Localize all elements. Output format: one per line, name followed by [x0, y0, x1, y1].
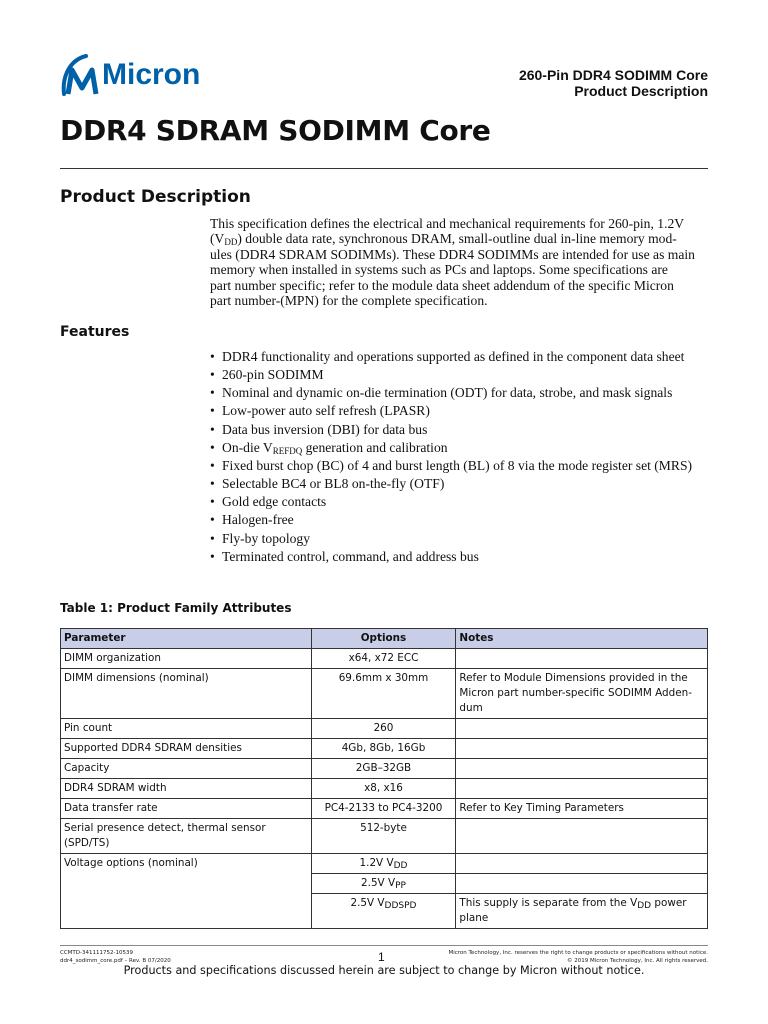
- feature-text: DDR4 functionality and operations supported as defined in the component data sheet: [222, 349, 685, 364]
- section-heading-features: Features: [60, 324, 130, 340]
- header-line-2: Product Description: [574, 83, 708, 99]
- cell-parameter: Data transfer rate: [61, 799, 312, 819]
- column-header-parameter: Parameter: [61, 629, 312, 649]
- feature-text: Selectable BC4 or BL8 on-the-fly (OTF): [222, 476, 445, 492]
- document-title: DDR4 SDRAM SODIMM Core: [60, 114, 491, 147]
- intro-line: part number-(MPN) for the complete specification.: [210, 293, 488, 309]
- table-row: [61, 649, 708, 669]
- table-row: [61, 799, 708, 819]
- cell-notes: [456, 759, 708, 779]
- bullet-icon: •: [210, 512, 215, 528]
- table-row: [61, 669, 708, 719]
- intro-line: memory when installed in systems such as PCs and laptops. Some specifications are: [210, 262, 668, 278]
- column-header-notes: Notes: [456, 629, 708, 649]
- micron-logo: [60, 50, 210, 98]
- bottom-notice: Products and specifications discussed herein are subject to change by Micron without notice.: [123, 964, 645, 977]
- feature-item: [210, 531, 710, 546]
- table-row: [61, 759, 708, 779]
- cell-notes: [456, 719, 708, 739]
- option-text: 2.5V V: [361, 877, 396, 889]
- cell-options: x64, x72 ECC: [311, 649, 456, 669]
- cell-parameter: DDR4 SDRAM width: [61, 779, 312, 799]
- table-header-row: [61, 629, 708, 649]
- feature-text: Low-power auto self refresh (LPASR): [222, 403, 430, 419]
- intro-line: part number specific; refer to the module data sheet addendum of the specific Micron: [210, 277, 674, 293]
- feature-item: [210, 458, 710, 473]
- table-row: [61, 779, 708, 799]
- cell-parameter: DIMM organization: [61, 649, 312, 669]
- feature-text: Data bus inversion (DBI) for data bus: [222, 421, 428, 437]
- cell-parameter: Capacity: [61, 759, 312, 779]
- feature-item: [210, 512, 710, 527]
- bullet-icon: •: [210, 476, 215, 492]
- bullet-icon: •: [210, 349, 215, 364]
- cell-options: [311, 874, 456, 894]
- intro-text: ) double data rate, synchronous DRAM, small-outline dual in-line memory mod-: [237, 231, 677, 247]
- section-heading-product-description: Product Description: [60, 187, 251, 207]
- intro-line: ules (DDR4 SDRAM SODIMMs). These DDR4 SODIMMs are intended for use as main: [210, 246, 695, 262]
- option-text: 1.2V V: [359, 857, 394, 869]
- page-number: 1: [378, 950, 385, 964]
- micron-logo-mark: [60, 50, 210, 98]
- feature-item: [210, 476, 710, 491]
- table-row: [61, 854, 708, 874]
- cell-options: [311, 894, 456, 929]
- cell-notes: [456, 739, 708, 759]
- cell-options: 2GB–32GB: [311, 759, 456, 779]
- option-subscript: DD: [393, 861, 408, 871]
- bullet-icon: •: [210, 530, 215, 546]
- bullet-icon: •: [210, 457, 215, 473]
- option-subscript: PP: [395, 881, 406, 891]
- cell-parameter: Serial presence detect, thermal sensor (SPD/TS): [61, 819, 312, 854]
- cell-options: x8, x16: [311, 779, 456, 799]
- cell-options: 4Gb, 8Gb, 16Gb: [311, 739, 456, 759]
- feature-text: Fixed burst chop (BC) of 4 and burst length (BL) of 8 via the mode register set (MRS): [222, 457, 693, 473]
- feature-item: [210, 422, 710, 437]
- feature-text: Halogen-free: [222, 512, 294, 528]
- table-row: [61, 819, 708, 854]
- intro-subscript: DD: [224, 237, 238, 248]
- cell-options: 512-byte: [311, 819, 456, 854]
- option-text: 2.5V V: [350, 897, 385, 909]
- title-divider: [60, 168, 708, 169]
- cell-parameter: Supported DDR4 SDRAM densities: [61, 739, 312, 759]
- cell-parameter: Voltage options (nominal): [61, 854, 312, 929]
- feature-item: [210, 494, 710, 509]
- table-row: [61, 739, 708, 759]
- cell-notes: [456, 854, 708, 874]
- table-row: [61, 719, 708, 739]
- header-line-1: 260-Pin DDR4 SODIMM Core: [518, 67, 708, 83]
- bullet-icon: •: [210, 439, 215, 455]
- feature-item: [210, 385, 710, 400]
- bullet-icon: •: [210, 421, 215, 437]
- cell-notes: [456, 649, 708, 669]
- footer-copyright: © 2019 Micron Technology, Inc. All rights reserved.: [567, 958, 708, 964]
- bullet-icon: •: [210, 548, 215, 564]
- cell-notes: [456, 874, 708, 894]
- feature-text: Nominal and dynamic on-die termination (ODT) for data, strobe, and mask signals: [222, 385, 673, 401]
- cell-parameter: DIMM dimensions (nominal): [61, 669, 312, 719]
- bullet-icon: •: [210, 403, 215, 419]
- cell-options: [311, 854, 456, 874]
- cell-notes: [456, 779, 708, 799]
- note-text: This supply is separate from the V: [459, 897, 638, 909]
- cell-options: 69.6mm x 30mm: [311, 669, 456, 719]
- bullet-icon: •: [210, 494, 215, 510]
- cell-parameter: Pin count: [61, 719, 312, 739]
- intro-text: (V: [210, 231, 225, 247]
- feature-subscript: REFDQ: [272, 445, 303, 456]
- cell-notes: [456, 819, 708, 854]
- footer-file-name: ddr4_sodimm_core.pdf – Rev. B 07/2020: [60, 958, 171, 964]
- column-header-options: Options: [311, 629, 456, 649]
- cell-notes: Refer to Key Timing Parameters: [456, 799, 708, 819]
- product-family-attributes-table: [60, 628, 708, 929]
- feature-text: On-die V: [222, 439, 273, 455]
- feature-item: [210, 549, 710, 564]
- feature-item: [210, 367, 710, 382]
- logo-text: Micron: [102, 58, 201, 91]
- intro-line: This specification defines the electrical and mechanical requirements for 260-pin, 1.2V: [210, 216, 685, 231]
- document-header: [519, 67, 708, 99]
- option-subscript: DDSPD: [384, 901, 417, 911]
- feature-item: [210, 349, 710, 364]
- feature-text: 260-pin SODIMM: [222, 367, 324, 383]
- feature-text: Gold edge contacts: [222, 494, 327, 510]
- bullet-icon: •: [210, 367, 215, 383]
- cell-options: PC4-2133 to PC4-3200: [311, 799, 456, 819]
- feature-item: [210, 440, 710, 455]
- feature-item: [210, 403, 710, 418]
- bullet-icon: •: [210, 385, 215, 401]
- cell-options: 260: [311, 719, 456, 739]
- note-text: power plane: [459, 897, 687, 924]
- cell-notes: [456, 894, 708, 929]
- feature-text: generation and calibration: [302, 439, 448, 455]
- cell-notes: Refer to Module Dimensions provided in the Micron part number-specific SODIMM Adden-dum: [456, 669, 708, 719]
- footer-legal-line: Micron Technology, Inc. reserves the right to change products or specifications without notice.: [448, 950, 708, 956]
- product-description-paragraph: [210, 216, 705, 308]
- table-caption: Table 1: Product Family Attributes: [60, 601, 292, 615]
- footer-divider: [60, 945, 708, 946]
- feature-text: Fly-by topology: [222, 530, 310, 546]
- features-list: [210, 349, 710, 567]
- footer-doc-info: [60, 949, 171, 965]
- feature-text: Terminated control, command, and address bus: [222, 548, 479, 564]
- note-subscript: DD: [637, 901, 652, 911]
- footer-doc-number: CCMTD-341111752-10539: [60, 950, 133, 956]
- footer-legal: [448, 949, 708, 965]
